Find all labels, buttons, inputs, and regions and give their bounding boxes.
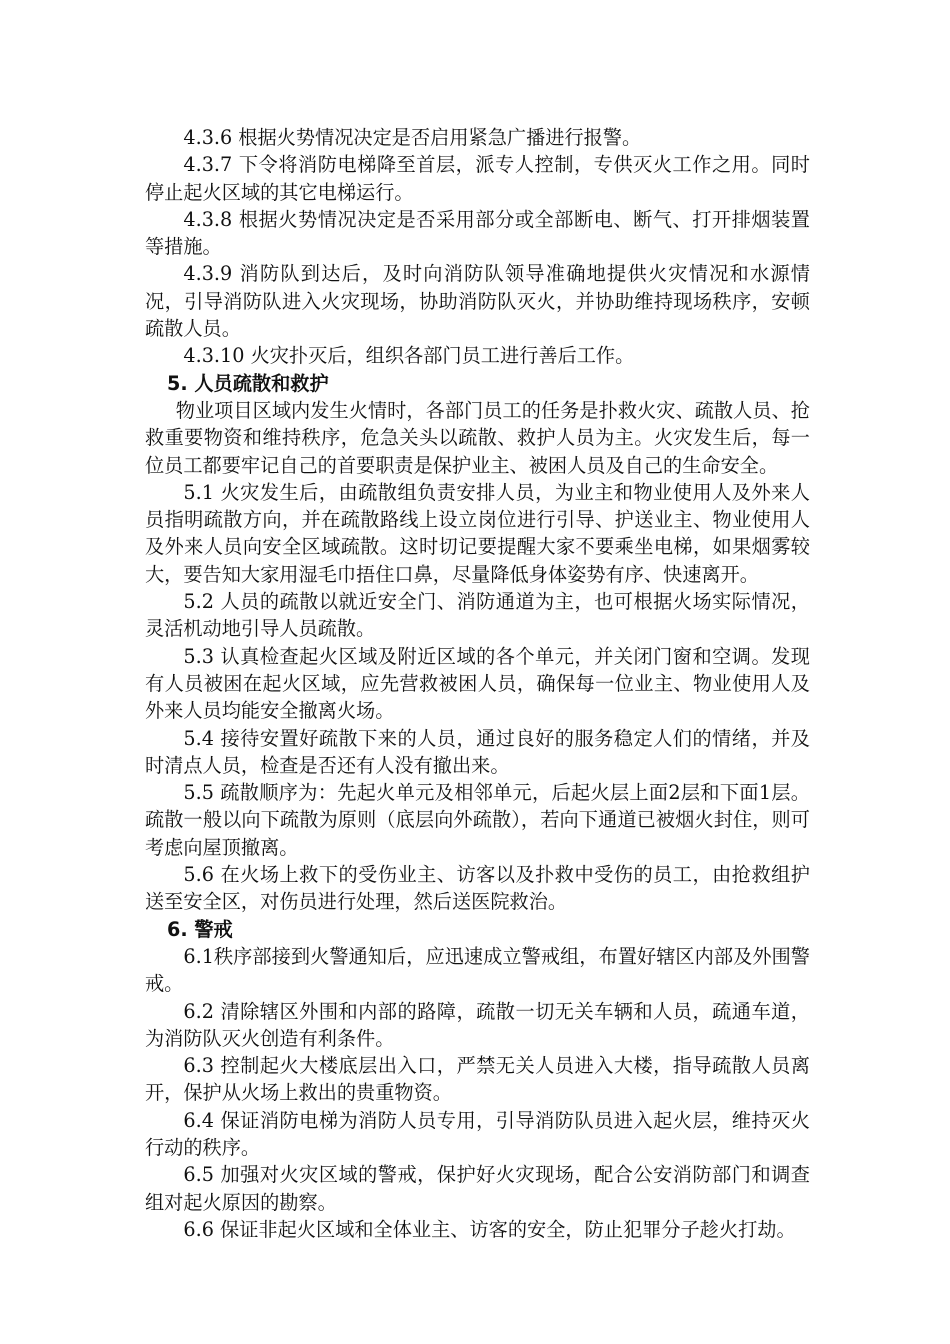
paragraph-4-3-6: 4.3.6 根据火势情况决定是否启用紧急广播进行报警。 bbox=[183, 126, 642, 149]
section-5-intro: 物业项目区域内发生火情时，各部门员工的任务是扑救火灾、疏散人员、抢救重要物资和维持秩序，危急关头以疏散、救护人员为主。火灾发生后，每一位员工都要牢记自己的首要职责是保护业主、被困人员及自己的生命安全。 bbox=[145, 398, 810, 477]
paragraph-6-1: 6.1秩序部接到火警通知后，应迅速成立警戒组，布置好辖区内部及外围警戒。 bbox=[145, 944, 810, 996]
paragraph-4-3-7: 4.3.7 下令将消防电梯降至首层，派专人控制，专供灭火工作之用。同时停止起火区域的其它电梯运行。 bbox=[145, 153, 810, 204]
section-heading-6: 6. 警戒 bbox=[167, 917, 233, 941]
paragraph-6-5: 6.5 加强对火灾区域的警戒，保护好火灾现场，配合公安消防部门和调查组对起火原因的勘察。 bbox=[145, 1163, 810, 1214]
paragraph-4-3-9: 4.3.9 消防队到达后，及时向消防队领导准确地提供火灾情况和水源情况，引导消防队进入火灾现场，协助消防队灭火，并协助维持现场秩序，安顿疏散人员。 bbox=[145, 262, 810, 341]
paragraph-5-6: 5.6 在火场上救下的受伤业主、访客以及扑救中受伤的员工，由抢救组护送至安全区，对伤员进行处理，然后送医院救治。 bbox=[145, 863, 810, 914]
paragraph-6-4: 6.4 保证消防电梯为消防人员专用，引导消防队员进入起火层，维持灭火行动的秩序。 bbox=[145, 1108, 810, 1159]
paragraph-4-3-8: 4.3.8 根据火势情况决定是否采用部分或全部断电、断气、打开排烟装置等措施。 bbox=[145, 207, 810, 259]
section-heading-5: 5. 人员疏散和救护 bbox=[167, 371, 329, 395]
paragraph-6-3: 6.3 控制起火大楼底层出入口，严禁无关人员进入大楼，指导疏散人员离开，保护从火场上救出的贵重物资。 bbox=[145, 1054, 810, 1105]
paragraph-5-4: 5.4 接待安置好疏散下来的人员，通过良好的服务稳定人们的情绪，并及时清点人员，检查是否还有人没有撤出来。 bbox=[145, 726, 810, 777]
paragraph-6-2: 6.2 清除辖区外围和内部的路障，疏散一切无关车辆和人员，疏通车道，为消防队灭火创造有利条件。 bbox=[145, 999, 810, 1050]
paragraph-5-5: 5.5 疏散顺序为：先起火单元及相邻单元，后起火层上面2层和下面1层。疏散一般以向下疏散为原则（底层向外疏散），若向下通道已被烟火封住，则可考虑向屋顶撤离。 bbox=[145, 781, 810, 859]
paragraph-5-3: 5.3 认真检查起火区域及附近区域的各个单元，并关闭门窗和空调。发现有人员被困在起火区域，应先营救被困人员，确保每一位业主、物业使用人及外来人员均能安全撤离火场。 bbox=[145, 644, 810, 723]
document-body bbox=[145, 124, 810, 1243]
paragraph-4-3-10: 4.3.10 火灾扑灭后，组织各部门员工进行善后工作。 bbox=[183, 344, 635, 368]
paragraph-6-6: 6.6 保证非起火区域和全体业主、访客的安全，防止犯罪分子趁火打劫。 bbox=[183, 1217, 796, 1241]
paragraph-5-2: 5.2 人员的疏散以就近安全门、消防通道为主，也可根据火场实际情况，灵活机动地引导人员疏散。 bbox=[145, 590, 810, 641]
paragraph-5-1: 5.1 火灾发生后，由疏散组负责安排人员，为业主和物业使用人及外来人员指明疏散方向，并在疏散路线上设立岗位进行引导、护送业主、物业使用人及外来人员向安全区域疏散。这时切记要提醒大家不要乘坐电梯，如果烟雾较大，要告知大家用湿毛巾捂住口鼻，尽量降低身体姿势有序、快速离开。 bbox=[145, 480, 810, 586]
